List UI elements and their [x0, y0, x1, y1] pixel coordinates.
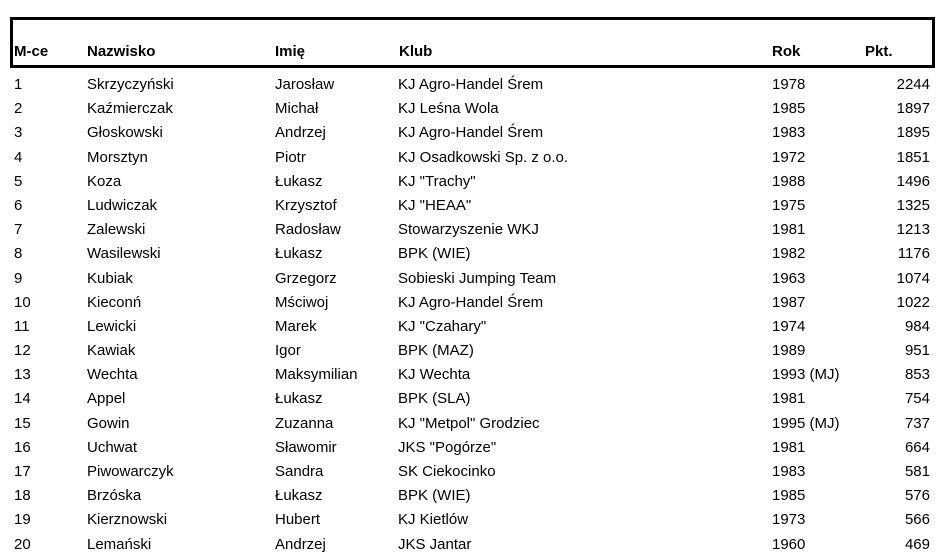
cell-points: 1074 — [896, 269, 930, 287]
cell-position: 13 — [14, 366, 31, 384]
header-points: Pkt. — [865, 43, 893, 60]
cell-points: 951 — [904, 342, 930, 360]
table-row — [10, 242, 935, 266]
cell-club: KJ Osadkowski Sp. z o.o. — [398, 148, 569, 166]
cell-year: 1983 — [772, 124, 806, 142]
cell-surname: Gowin — [87, 414, 130, 432]
cell-position: 20 — [14, 535, 31, 553]
cell-first-name: Łukasz — [275, 245, 323, 263]
table-row — [10, 194, 935, 218]
cell-year: 1983 — [772, 463, 806, 480]
cell-year: 1981 — [772, 390, 806, 408]
table-body — [10, 73, 935, 557]
cell-year: 1989 — [772, 342, 806, 360]
cell-surname: Kierznowski — [87, 511, 168, 529]
table-row — [10, 170, 935, 194]
table-header — [10, 17, 935, 68]
cell-first-name: Marek — [275, 317, 317, 335]
cell-points: 984 — [904, 317, 930, 335]
table-row — [10, 218, 935, 242]
cell-year: 1981 — [772, 438, 806, 456]
cell-position: 17 — [14, 463, 31, 480]
table-row — [10, 339, 935, 363]
cell-club: KJ "Trachy" — [398, 172, 476, 190]
cell-points: 1895 — [896, 124, 930, 142]
cell-first-name: Hubert — [275, 511, 321, 529]
cell-surname: Kawiak — [87, 342, 136, 360]
cell-surname: Skrzyczyński — [87, 76, 174, 93]
cell-position: 12 — [14, 342, 31, 360]
cell-surname: Koza — [87, 172, 122, 190]
table-row — [10, 412, 935, 436]
ranking-table — [10, 17, 935, 557]
table-row — [10, 533, 935, 557]
table-row — [10, 460, 935, 484]
cell-first-name: Michał — [275, 100, 319, 118]
cell-position: 9 — [14, 269, 23, 287]
cell-surname: Morsztyn — [87, 148, 148, 166]
cell-club: BPK (SLA) — [398, 390, 471, 408]
cell-club: KJ Agro-Handel Śrem — [398, 124, 544, 142]
cell-surname: Ludwiczak — [87, 196, 158, 214]
table-row — [10, 121, 935, 145]
cell-surname: Kaźmierczak — [87, 100, 173, 118]
cell-year: 1985 — [772, 100, 806, 118]
cell-first-name: Piotr — [275, 148, 306, 166]
cell-year: 1973 — [772, 511, 806, 529]
header-first-name: Imię — [275, 43, 306, 60]
cell-year: 1993 (MJ) — [772, 366, 840, 384]
table-row — [10, 363, 935, 387]
cell-year: 1982 — [772, 245, 806, 263]
cell-first-name: Mściwoj — [275, 293, 329, 311]
cell-club: Stowarzyszenie WKJ — [398, 221, 539, 239]
cell-club: KJ Agro-Handel Śrem — [398, 293, 544, 311]
cell-first-name: Krzysztof — [275, 196, 337, 214]
cell-surname: Kubiak — [87, 269, 133, 287]
table-row — [10, 387, 935, 411]
cell-first-name: Andrzej — [275, 124, 326, 142]
cell-surname: Lewicki — [87, 317, 137, 335]
cell-position: 19 — [14, 511, 31, 529]
cell-points: 853 — [904, 366, 930, 384]
cell-club: JKS Jantar — [398, 535, 472, 553]
table-row — [10, 436, 935, 460]
cell-position: 10 — [14, 293, 31, 311]
cell-club: Sobieski Jumping Team — [398, 269, 557, 287]
cell-surname: Uchwat — [87, 438, 138, 456]
header-club: Klub — [399, 43, 433, 60]
cell-club: SK Ciekocinko — [398, 463, 496, 480]
cell-first-name: Sławomir — [275, 438, 337, 456]
cell-points: 737 — [904, 414, 930, 432]
cell-first-name: Łukasz — [275, 172, 323, 190]
cell-points: 566 — [904, 511, 930, 529]
cell-first-name: Zuzanna — [275, 414, 334, 432]
cell-first-name: Igor — [275, 342, 301, 360]
cell-club: KJ Kietlów — [398, 511, 469, 529]
cell-club: KJ "HEAA" — [398, 196, 472, 214]
cell-surname: Lemański — [87, 535, 152, 553]
cell-surname: Appel — [87, 390, 126, 408]
cell-first-name: Łukasz — [275, 390, 323, 408]
cell-position: 16 — [14, 438, 31, 456]
cell-year: 1978 — [772, 76, 806, 93]
cell-surname: Wasilewski — [87, 245, 161, 263]
cell-position: 15 — [14, 414, 31, 432]
cell-club: BPK (WIE) — [398, 245, 471, 263]
cell-first-name: Radosław — [275, 221, 341, 239]
cell-surname: Brzóska — [87, 487, 142, 505]
cell-position: 7 — [14, 221, 23, 239]
cell-points: 1851 — [896, 148, 930, 166]
cell-points: 1022 — [896, 293, 930, 311]
cell-club: KJ Agro-Handel Śrem — [398, 76, 544, 93]
cell-year: 1987 — [772, 293, 806, 311]
cell-points: 754 — [904, 390, 930, 408]
header-surname: Nazwisko — [87, 43, 156, 60]
cell-surname: Piwowarczyk — [87, 463, 174, 480]
table-row — [10, 484, 935, 508]
cell-position: 11 — [14, 317, 30, 335]
cell-position: 3 — [14, 124, 23, 142]
cell-points: 1496 — [896, 172, 930, 190]
header-year: Rok — [772, 43, 801, 60]
cell-points: 1213 — [896, 221, 930, 239]
table-row — [10, 291, 935, 315]
cell-year: 1975 — [772, 196, 806, 214]
cell-points: 2244 — [896, 76, 930, 93]
cell-position: 8 — [14, 245, 23, 263]
cell-points: 664 — [904, 438, 930, 456]
header-row — [13, 41, 932, 63]
cell-year: 1981 — [772, 221, 806, 239]
cell-first-name: Jarosław — [275, 76, 335, 93]
cell-points: 1325 — [896, 196, 930, 214]
table-row — [10, 97, 935, 121]
cell-year: 1972 — [772, 148, 806, 166]
cell-club: KJ Wechta — [398, 366, 471, 384]
cell-surname: Kieconń — [87, 293, 142, 311]
cell-position: 1 — [14, 76, 23, 93]
cell-year: 1995 (MJ) — [772, 414, 840, 432]
cell-club: BPK (WIE) — [398, 487, 471, 505]
cell-first-name: Andrzej — [275, 535, 326, 553]
cell-club: KJ "Czahary" — [398, 317, 487, 335]
cell-year: 1974 — [772, 317, 806, 335]
table-row — [10, 315, 935, 339]
cell-club: JKS "Pogórze" — [398, 438, 497, 456]
cell-points: 469 — [904, 535, 930, 553]
cell-first-name: Grzegorz — [275, 269, 337, 287]
cell-club: KJ Leśna Wola — [398, 100, 499, 118]
cell-club: KJ "Metpol" Grodziec — [398, 414, 540, 432]
cell-year: 1985 — [772, 487, 806, 505]
cell-points: 1176 — [897, 245, 930, 263]
cell-points: 581 — [904, 463, 930, 480]
cell-surname: Wechta — [87, 366, 138, 384]
cell-year: 1963 — [772, 269, 806, 287]
cell-position: 18 — [14, 487, 31, 505]
cell-first-name: Łukasz — [275, 487, 323, 505]
cell-position: 2 — [14, 100, 23, 118]
cell-position: 6 — [14, 196, 23, 214]
cell-surname: Głoskowski — [87, 124, 163, 142]
cell-club: BPK (MAZ) — [398, 342, 474, 360]
cell-position: 14 — [14, 390, 31, 408]
table-row — [10, 508, 935, 532]
cell-first-name: Sandra — [275, 463, 324, 480]
cell-position: 4 — [14, 148, 23, 166]
cell-year: 1988 — [772, 172, 806, 190]
table-row — [10, 146, 935, 170]
cell-surname: Zalewski — [87, 221, 146, 239]
header-position: M-ce — [14, 43, 49, 60]
table-row — [10, 267, 935, 291]
cell-points: 576 — [904, 487, 930, 505]
cell-points: 1897 — [896, 100, 930, 118]
cell-position: 5 — [14, 172, 23, 190]
cell-year: 1960 — [772, 535, 806, 553]
cell-first-name: Maksymilian — [275, 366, 358, 384]
table-row — [10, 73, 935, 97]
